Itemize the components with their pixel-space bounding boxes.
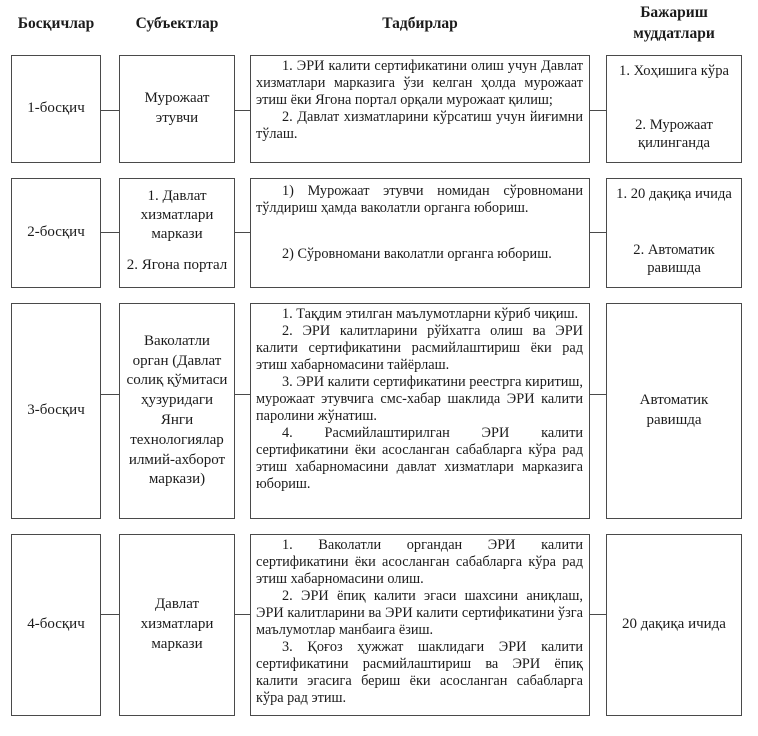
subject-item: 1. Давлат хизматлари маркази — [140, 188, 214, 243]
subject-item: 2. Ягона портал — [126, 256, 228, 273]
connector-stage-subject-1 — [101, 110, 119, 111]
deadline-box-2 — [606, 178, 742, 288]
deadline-box-4 — [606, 534, 742, 716]
stage-label: 1-босқич — [27, 100, 85, 117]
action-item: 2. Давлат хизматларини кўрсатиш учун йиғимни тўлаш. — [256, 109, 583, 142]
subject-box-1 — [119, 55, 235, 163]
action-item: 1. Тақдим этилган маълумотларни кўриб чиқиш. — [282, 306, 579, 322]
column-header-stages: Босқичлар — [17, 15, 95, 32]
subject-label: Давлат хизматлари маркази — [140, 596, 214, 652]
connector-stage-subject-3 — [101, 394, 119, 395]
stage-label: 3-босқич — [27, 402, 85, 419]
connector-subject-actions-1 — [235, 110, 250, 111]
action-item: 2. ЭРИ калитларини рўйхатга олиш ва ЭРИ калити сертификатини расмийлаштириш ёки рад этиш хабарномасини тайёрлаш. — [256, 323, 583, 373]
actions-box-3 — [250, 303, 590, 519]
connector-stage-subject-2 — [101, 232, 119, 233]
deadline-item: 20 дақиқа ичида — [622, 616, 726, 633]
action-item: 3. Қоғоз ҳужжат шаклидаги ЭРИ калити сертификатини расмийлаштириш ва ЭРИ ёпиқ калити эгасига бериш ёки асосланган сабабларга кўра рад этиш. — [256, 639, 583, 706]
deadline-box-1 — [606, 55, 742, 163]
connector-actions-deadline-1 — [590, 110, 606, 111]
deadline-item: 1. Хоҳишига кўра — [619, 63, 729, 79]
stage-label: 2-босқич — [27, 224, 85, 241]
action-item: 2. ЭРИ ёпиқ калити эгаси шахсини аниқлаш, ЭРИ калитларини ва ЭРИ калити сертификатини ўзга маълумотлар манбаига ёзиш. — [256, 588, 583, 638]
actions-box-1 — [250, 55, 590, 163]
subject-label: Ваколатли орган (Давлат солиқ қўмитаси ҳузуридаги Янги технологиялар илмий-ахборот маркази) — [126, 332, 228, 488]
stage-box-3 — [11, 303, 101, 519]
connector-actions-deadline-4 — [590, 614, 606, 615]
deadline-box-3 — [606, 303, 742, 519]
connector-actions-deadline-3 — [590, 394, 606, 395]
column-header-subjects: Субъектлар — [135, 15, 219, 32]
stage-box-1 — [11, 55, 101, 163]
connector-subject-actions-4 — [235, 614, 250, 615]
action-item: 1. ЭРИ калити сертификатини олиш учун Давлат хизматлари марказига ўзи келган ҳолда мурожаат этиш ёки Ягона портал орқали мурожаат қилиш; — [256, 58, 583, 108]
deadline-item: 1. 20 дақиқа ичида — [616, 186, 732, 202]
stage-label: 4-босқич — [27, 616, 85, 633]
connector-actions-deadline-2 — [590, 232, 606, 233]
subject-box-2 — [119, 178, 235, 288]
action-item: 2) Сўровномани ваколатли органга юбориш. — [282, 246, 552, 262]
action-item: 4. Расмийлаштирилган ЭРИ калити сертификатини ёки асосланган сабабларга кўра рад этиш хабарномасини давлат хизматлари марказига юбориш. — [256, 425, 583, 492]
column-header-deadlines: Бажариш муддатлари — [633, 4, 715, 42]
action-item: 1. Ваколатли органдан ЭРИ калити сертификатини ёки асосланган сабабларга кўра рад этиш хабарномасини олиш. — [256, 537, 583, 587]
deadline-item: Автоматик равишда — [639, 392, 709, 428]
action-item: 1) Мурожаат этувчи номидан сўровномани тўлдириш ҳамда ваколатли органга юбориш. — [256, 183, 583, 216]
stage-box-4 — [11, 534, 101, 716]
actions-box-2 — [250, 178, 590, 288]
action-item: 3. ЭРИ калити сертификатини реестрга киритиш, мурожаат этувчига смс-хабар шаклида ЭРИ калити паролини жўнатиш. — [256, 374, 583, 424]
subject-box-4 — [119, 534, 235, 716]
connector-stage-subject-4 — [101, 614, 119, 615]
actions-box-4 — [250, 534, 590, 716]
subject-label: Мурожаат этувчи — [144, 90, 210, 126]
stage-box-2 — [11, 178, 101, 288]
subject-box-3 — [119, 303, 235, 519]
connector-subject-actions-2 — [235, 232, 250, 233]
deadline-item: 2. Автоматик равишда — [633, 241, 715, 277]
deadline-item: 2. Мурожаат қилинганда — [635, 116, 713, 152]
connector-subject-actions-3 — [235, 394, 250, 395]
column-header-actions: Тадбирлар — [382, 15, 458, 32]
